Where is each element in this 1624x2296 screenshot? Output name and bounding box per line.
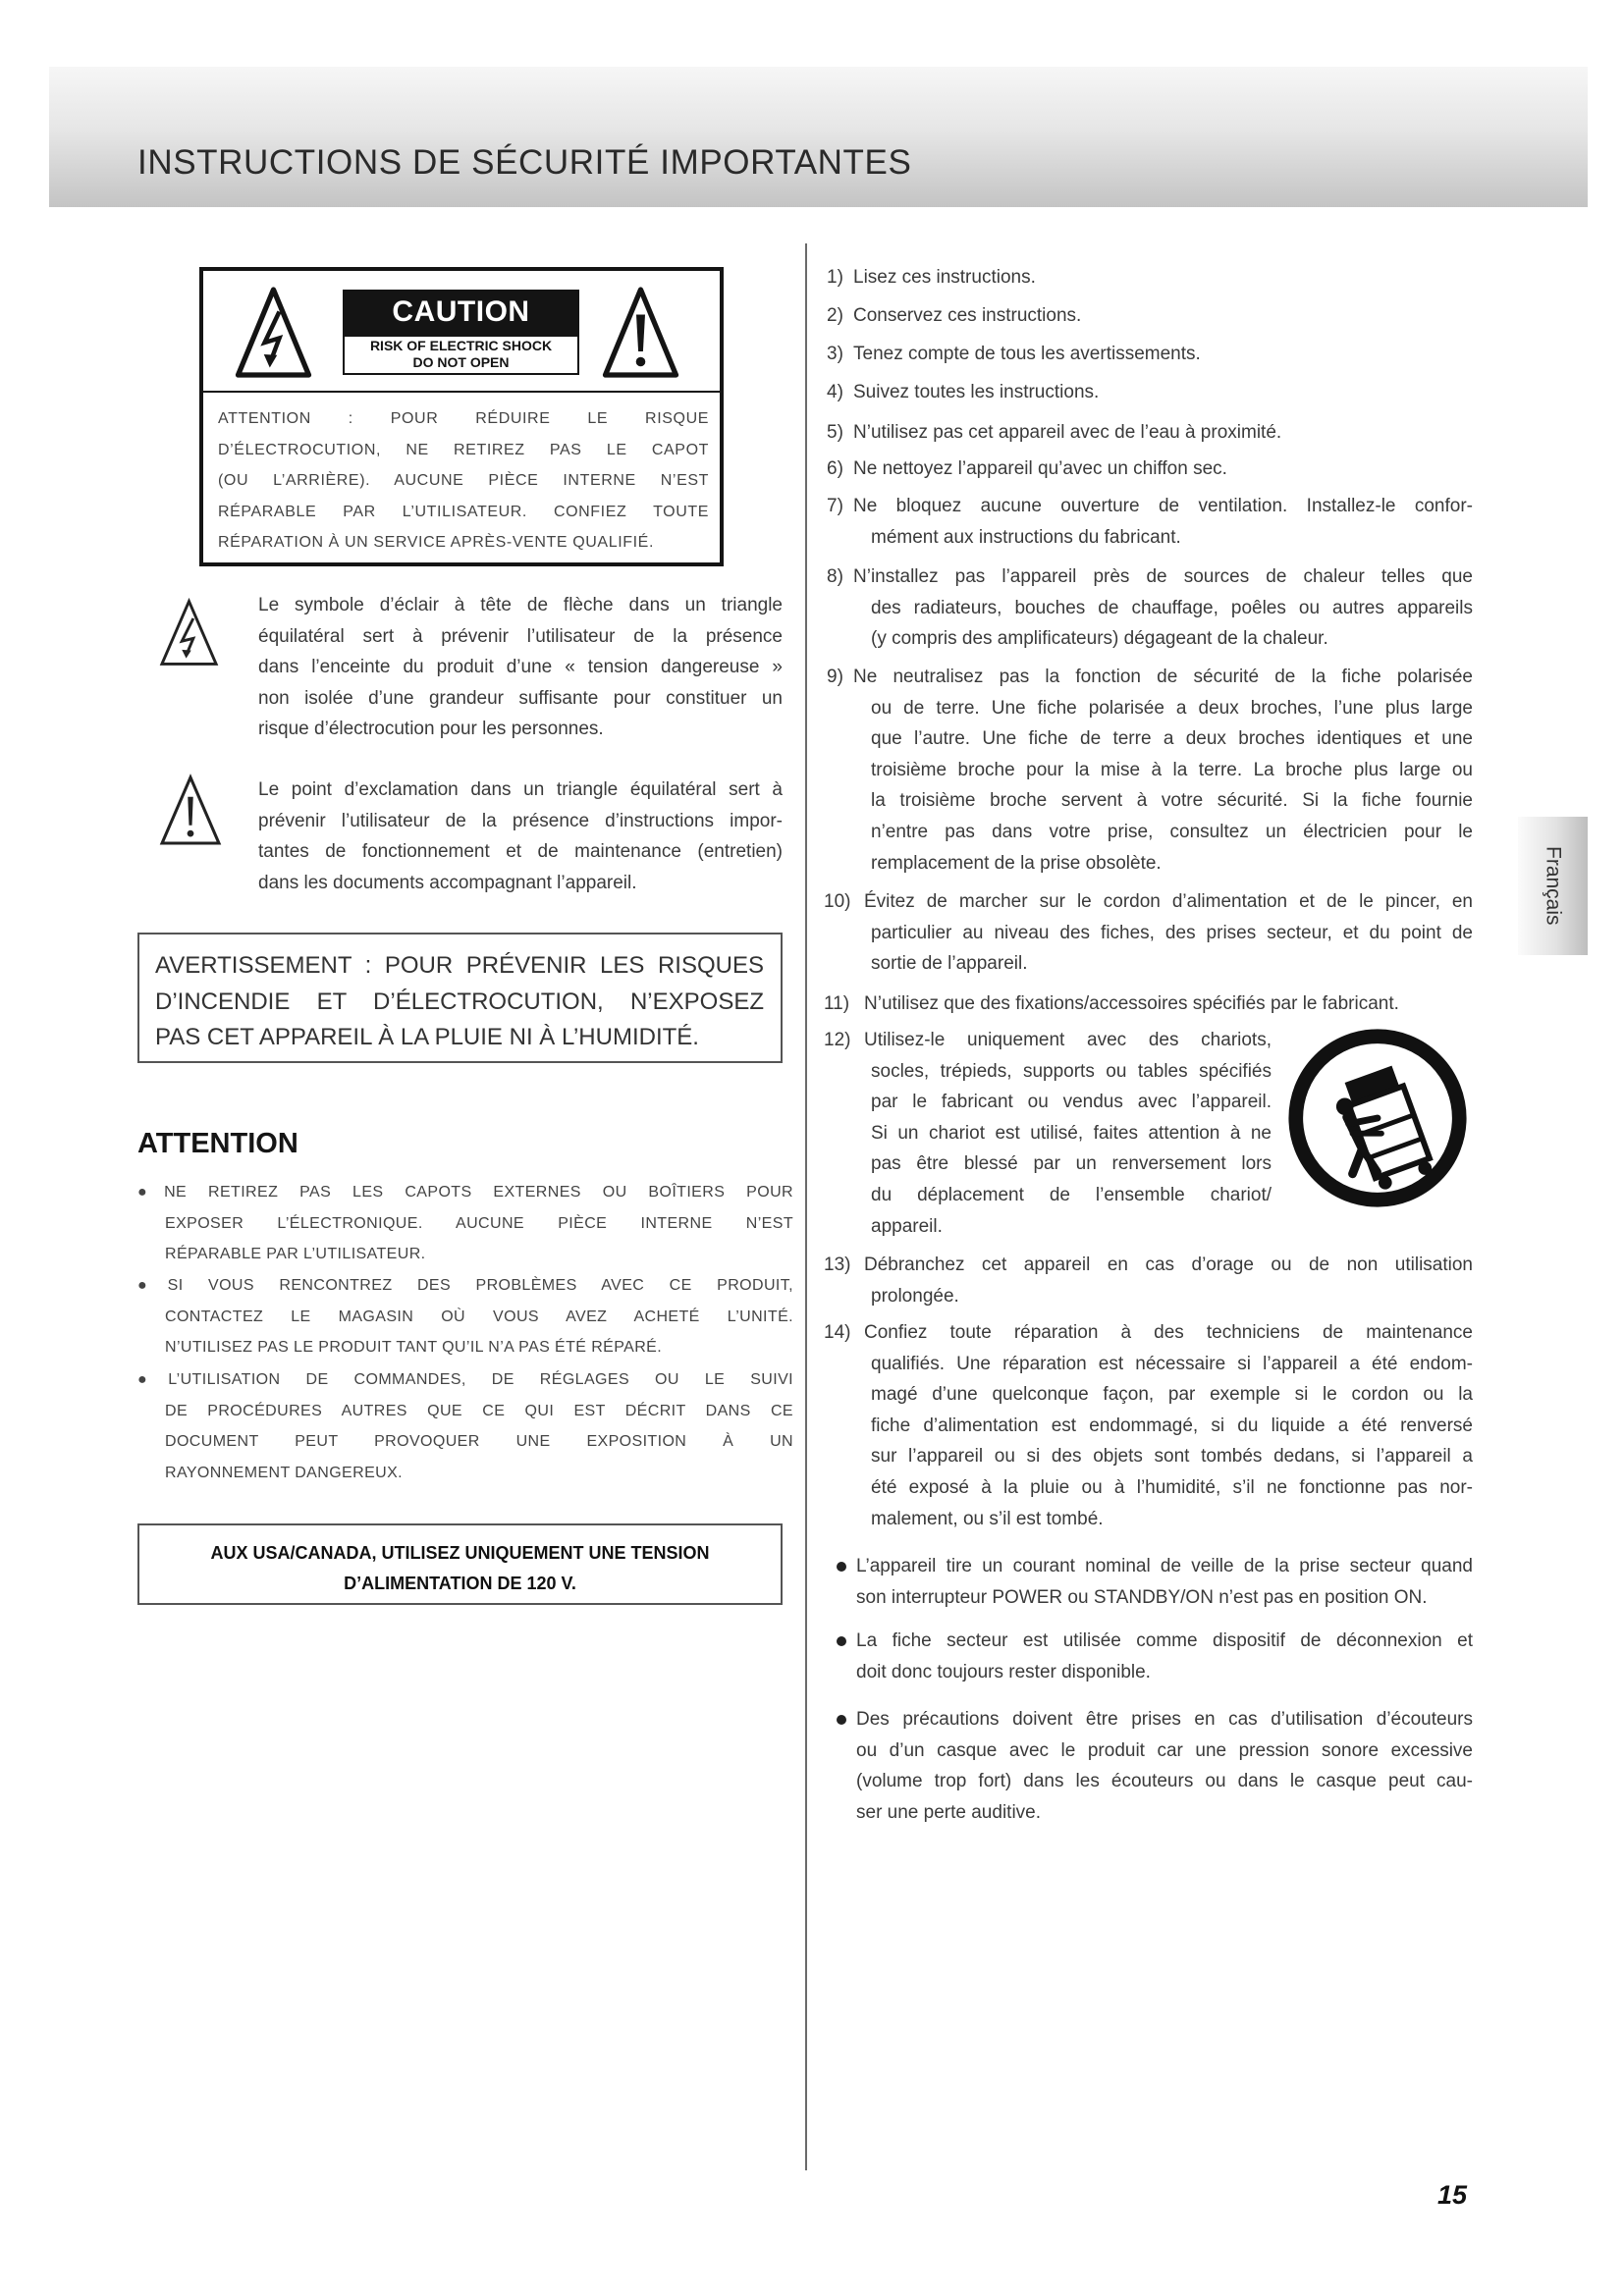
instruction-item	[827, 262, 1473, 294]
instruction-item	[827, 377, 1473, 408]
text-line: été exposé à la pluie ou à l’humidité, s’il ne fonctionne pas nor-	[871, 1476, 1473, 1498]
text-line: Évitez de marcher sur le cordon d’alimentation et de le pincer, en	[864, 891, 1473, 912]
instruction-item	[824, 1317, 1473, 1534]
item-number: 13)	[824, 1255, 851, 1275]
caution-text	[218, 403, 709, 559]
text-line: socles, trépieds, supports ou tables spécifiés	[871, 1060, 1272, 1082]
text-line: D’INCENDIE ET D’ÉLECTROCUTION, N’EXPOSEZ	[155, 988, 764, 1015]
warning-text	[155, 948, 764, 1056]
bullet-icon	[837, 1715, 846, 1725]
text-line: Suivez toutes les instructions.	[853, 382, 1100, 402]
text-line: Ne nettoyez l’appareil qu’avec un chiffon sec.	[853, 458, 1227, 479]
page-number: 15	[1437, 2180, 1468, 2210]
caution-label: CAUTION	[343, 290, 579, 335]
voltage-notice-box	[137, 1523, 783, 1605]
text-line: D’ÉLECTROCUTION, NE RETIREZ PAS LE CAPOT	[218, 441, 709, 458]
text-line: magé d’une quelconque façon, par exemple si le cordon ou la	[871, 1384, 1473, 1406]
text-line: Ne neutralisez pas la fonction de sécurité de la fiche polarisée	[853, 667, 1473, 687]
item-number: 7)	[827, 496, 843, 516]
attention-heading: ATTENTION	[137, 1128, 298, 1159]
text-line: AVERTISSEMENT : POUR PRÉVENIR LES RISQUES	[155, 952, 764, 979]
item-number: 11)	[824, 993, 850, 1014]
text-line: EXPOSER L’ÉLECTRONIQUE. AUCUNE PIÈCE INTERNE N’EST	[165, 1214, 793, 1232]
item-number: 3)	[827, 344, 843, 364]
language-tab	[1518, 817, 1588, 955]
text-line: dans les documents accompagnant l’appareil.	[258, 872, 637, 893]
text-line: RÉPARABLE PAR L’UTILISATEUR. CONFIEZ TOUTE	[218, 503, 709, 520]
text-line: Le symbole d’éclair à tête de flèche dans un triangle	[258, 595, 783, 615]
shock-warning-line: RISK OF ELECTRIC SHOCK	[369, 338, 553, 353]
text-line: risque d’électrocution pour les personnes.	[258, 719, 604, 740]
text-line: troisième broche pour la mise à la terre. La broche plus large ou	[871, 759, 1473, 780]
bullet-icon	[837, 1562, 846, 1572]
lightning-triangle-icon	[234, 285, 313, 380]
text-line: Débranchez cet appareil en cas d’orage ou de non utilisation	[864, 1255, 1473, 1275]
text-line: particulier au niveau des fiches, des prises secteur, et du point de	[871, 922, 1473, 943]
attention-item	[137, 1270, 793, 1363]
item-number: 1)	[827, 267, 843, 288]
text-line: sortie de l’appareil.	[871, 953, 1028, 975]
text-line: dans l’enceinte du produit d’une « tension dangereuse »	[258, 657, 783, 678]
text-line: qualifiés. Une réparation est nécessaire si l’appareil a été endom-	[871, 1353, 1473, 1374]
instruction-item	[827, 662, 1473, 879]
text-line: équilatéral sert à prévenir l’utilisateur de la présence	[258, 625, 783, 647]
text-line: Ne bloquez aucune ouverture de ventilation. Installez-le confor-	[853, 496, 1473, 516]
text-line: sur l’appareil ou si des objets sont tombés dedans, si l’appareil a	[871, 1446, 1473, 1468]
text-line: malement, ou s’il est tombé.	[871, 1508, 1104, 1529]
text-line: son interrupteur POWER ou STANDBY/ON n’est pas en position ON.	[856, 1586, 1428, 1608]
instruction-item	[827, 561, 1473, 655]
text-line: (volume trop fort) dans les écouteurs ou dans le casque peut cau-	[856, 1771, 1473, 1792]
text-line: Le point d’exclamation dans un triangle équilatéral sert à	[258, 779, 783, 800]
instruction-item	[824, 886, 1473, 980]
text-line: DOCUMENT PEUT PROVOQUER UNE EXPOSITION À UN	[165, 1433, 793, 1451]
text-line: par le fabricant ou vendus avec l’appareil.	[871, 1092, 1272, 1113]
instruction-item	[827, 339, 1473, 370]
do-not-open-line: DO NOT OPEN	[412, 354, 510, 370]
lightning-symbol-description	[258, 590, 783, 745]
text-line: D’ALIMENTATION DE 120 V.	[344, 1574, 576, 1593]
instruction-item	[824, 1250, 1473, 1311]
instruction-item	[824, 988, 1473, 1020]
text-line: prévenir l’utilisateur de la présence d’instructions impor-	[258, 810, 783, 831]
note-item	[837, 1551, 1473, 1613]
shock-warning-label	[343, 335, 579, 375]
text-line: L’appareil tire un courant nominal de veille de la prise secteur quand	[856, 1556, 1473, 1576]
text-line: N’installez pas l’appareil près de sources de chaleur telles que	[853, 566, 1473, 587]
text-line: remplacement de la prise obsolète.	[871, 852, 1162, 874]
text-line: n’entre pas dans votre prise, consultez un électricien pour le	[871, 821, 1473, 842]
item-number: 14)	[824, 1322, 851, 1343]
note-item	[837, 1704, 1473, 1828]
text-line: Confiez toute réparation à des techniciens de maintenance	[864, 1322, 1473, 1343]
text-line: tantes de fonctionnement et de maintenance (entretien)	[258, 841, 783, 863]
text-line: appareil.	[871, 1215, 943, 1237]
text-line: Des précautions doivent être prises en cas d’utilisation d’écouteurs	[856, 1709, 1473, 1730]
text-line: ●SI VOUS RENCONTREZ DES PROBLÈMES AVEC CE PRODUIT,	[137, 1277, 793, 1294]
text-line: RÉPARABLE PAR L’UTILISATEUR.	[165, 1246, 426, 1263]
text-line: ou de terre. Une fiche polarisée a deux broches, l’une plus large	[871, 697, 1473, 719]
bullet-icon	[837, 1636, 846, 1646]
text-line: N’UTILISEZ PAS LE PRODUIT TANT QU’IL N’A PAS ÉTÉ RÉPARÉ.	[165, 1339, 663, 1357]
attention-item	[137, 1177, 793, 1270]
instruction-item	[827, 491, 1473, 553]
text-line: Tenez compte de tous les avertissements.	[853, 344, 1201, 364]
voltage-notice-text	[149, 1538, 771, 1599]
attention-item	[137, 1364, 793, 1489]
cart-tip-over-icon	[1281, 1026, 1474, 1210]
item-number: 2)	[827, 305, 843, 326]
exclamation-symbol-description	[258, 774, 783, 898]
text-line: Conservez ces instructions.	[853, 305, 1082, 326]
text-line: N’utilisez pas cet appareil avec de l’eau à proximité.	[853, 422, 1282, 443]
fire-shock-warning-box	[137, 933, 783, 1063]
text-line: fiche d’alimentation est endommagé, si du liquide a été renversé	[871, 1415, 1473, 1436]
text-line: (y compris des amplificateurs) dégageant de la chaleur.	[871, 628, 1328, 650]
text-line: (OU L’ARRIÈRE). AUCUNE PIÈCE INTERNE N’EST	[218, 472, 709, 489]
item-number: 10)	[824, 891, 851, 912]
text-line: la troisième broche servent à votre sécurité. Si la fiche fournie	[871, 790, 1473, 812]
text-line: N’utilisez que des fixations/accessoires spécifiés par le fabricant.	[864, 993, 1399, 1014]
instruction-item	[827, 454, 1473, 485]
column-divider	[805, 243, 807, 2170]
text-line: Si un chariot est utilisé, faites attention à ne	[871, 1122, 1272, 1144]
text-line: que l’autre. Une fiche de terre a deux broches identiques et une	[871, 728, 1473, 750]
text-line: AUX USA/CANADA, UTILISEZ UNIQUEMENT UNE TENSION	[210, 1543, 710, 1563]
caution-separator	[203, 391, 720, 393]
text-line: des radiateurs, bouches de chauffage, poêles ou autres appareils	[871, 597, 1473, 618]
exclamation-triangle-icon	[159, 774, 222, 847]
page-header	[49, 67, 1588, 207]
text-line: ATTENTION : POUR RÉDUIRE LE RISQUE	[218, 410, 709, 427]
text-line: doit donc toujours rester disponible.	[856, 1661, 1151, 1682]
text-line: RÉPARATION À UN SERVICE APRÈS-VENTE QUALIFIÉ.	[218, 534, 654, 551]
text-line: Utilisez-le uniquement avec des chariots,	[864, 1030, 1272, 1050]
item-number: 9)	[827, 667, 843, 687]
item-number: 4)	[827, 382, 843, 402]
note-item	[837, 1626, 1473, 1687]
text-line: CONTACTEZ LE MAGASIN OÙ VOUS AVEZ ACHETÉ L’UNITÉ.	[165, 1308, 793, 1325]
text-line: Lisez ces instructions.	[853, 267, 1036, 288]
text-line: du déplacement de l’ensemble chariot/	[871, 1184, 1272, 1205]
exclamation-triangle-icon	[601, 285, 680, 380]
lightning-triangle-icon	[159, 598, 219, 667]
text-line: PAS CET APPAREIL À LA PLUIE NI À L’HUMIDITÉ.	[155, 1024, 699, 1050]
instruction-item	[827, 417, 1473, 449]
caution-box	[199, 267, 724, 566]
text-line: ou d’un casque avec le produit car une pression sonore excessive	[856, 1739, 1473, 1761]
language-tab-label: Français	[1542, 846, 1565, 926]
text-line: mément aux instructions du fabricant.	[871, 526, 1181, 548]
instruction-item	[824, 1025, 1272, 1242]
text-line: ser une perte auditive.	[856, 1801, 1042, 1823]
text-line: prolongée.	[871, 1285, 959, 1307]
text-line: ●L’UTILISATION DE COMMANDES, DE RÉGLAGES OU LE SUIVI	[137, 1371, 793, 1388]
text-line: RAYONNEMENT DANGEREUX.	[165, 1465, 404, 1482]
text-line: non isolée d’une grandeur suffisante pour constituer un	[258, 687, 783, 709]
item-number: 5)	[827, 422, 843, 443]
page-title: INSTRUCTIONS DE SÉCURITÉ IMPORTANTES	[137, 143, 912, 182]
item-number: 8)	[827, 566, 843, 587]
item-number: 6)	[827, 458, 843, 479]
text-line: ●NE RETIREZ PAS LES CAPOTS EXTERNES OU BOÎTIERS POUR	[137, 1184, 793, 1201]
text-line: La fiche secteur est utilisée comme dispositif de déconnexion et	[856, 1630, 1473, 1651]
text-line: DE PROCÉDURES AUTRES QUE CE QUI EST DÉCRIT DANS CE	[165, 1402, 793, 1419]
instruction-item	[827, 300, 1473, 332]
text-line: pas être blessé par un renversement lors	[871, 1153, 1272, 1175]
item-number: 12)	[824, 1030, 851, 1050]
